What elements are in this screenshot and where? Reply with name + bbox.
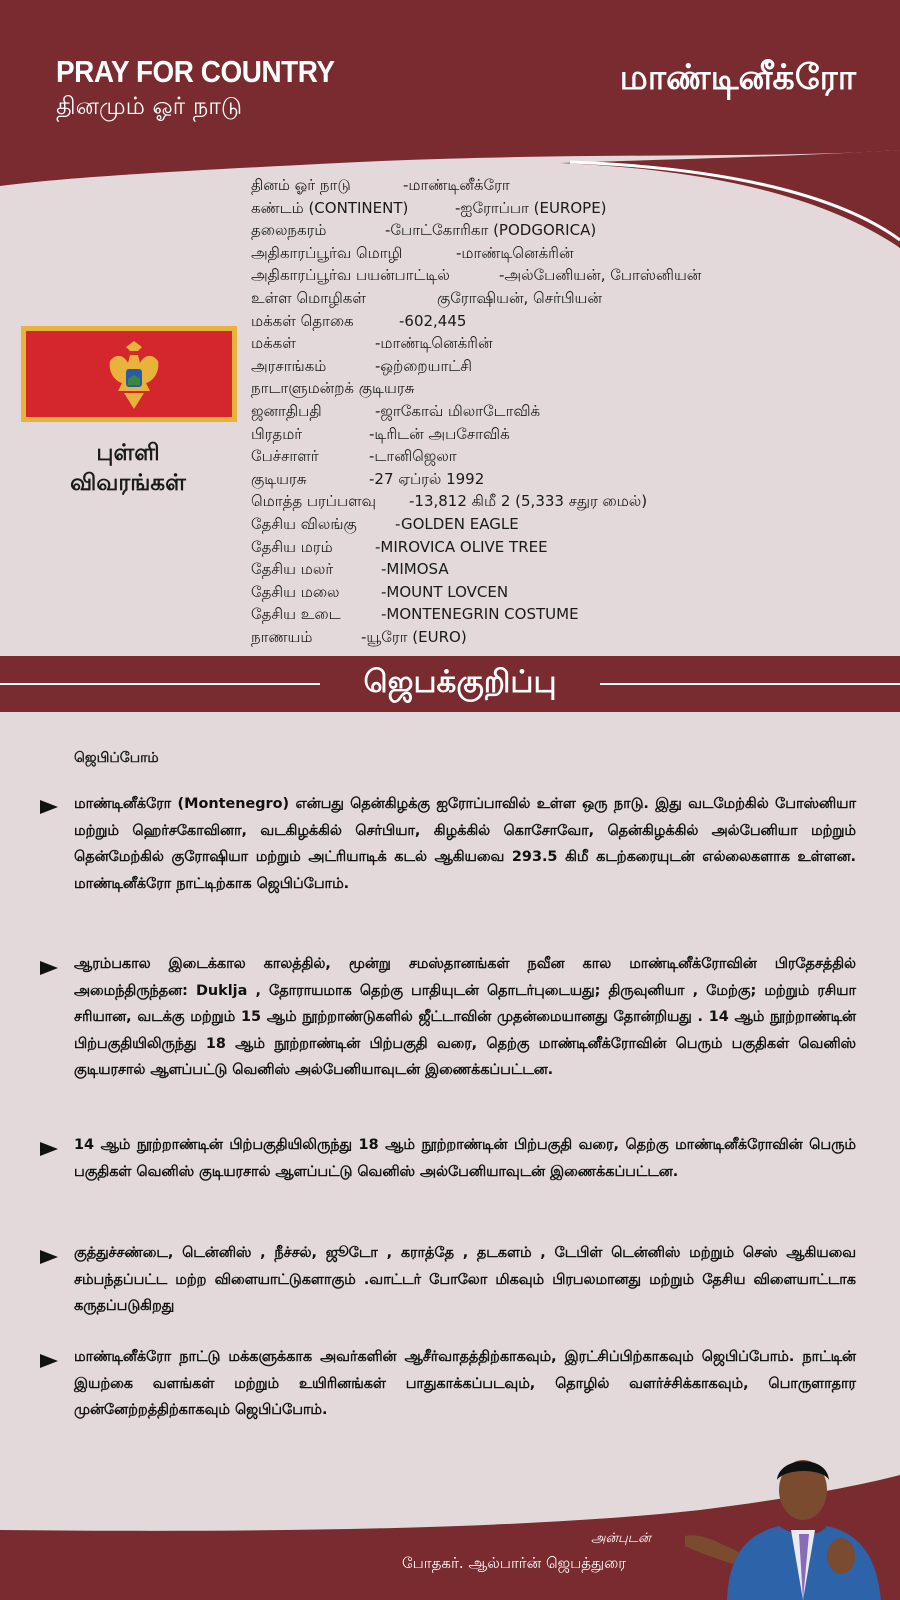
fact-label: அரசாங்கம்: [251, 356, 327, 375]
fact-value: -யூரோ (EURO): [361, 627, 467, 646]
band-divider-left: [0, 683, 320, 685]
fact-value: -MIROVICA OLIVE TREE: [375, 537, 548, 556]
fact-row: [251, 558, 891, 581]
fact-value: -ஜாகோவ் மிலாடோவிக்: [375, 401, 541, 420]
prayer-point: மாண்டினீக்ரோ நாட்டு மக்களுக்காக அவர்களின் ஆசீர்வாதத்திற்காகவும், இரட்சிப்பிற்காகவும் ஜெபிப்போம். நாட்டின் இயற்கை வளங்கள் மற்றும் உயிரினங்கள் பாதுகாக்கப்படவும், தொழில் வளர்ச்சிக்காகவும், பொருளாதார முன்னேற்றத்திற்காகவும் ஜெபிப்போம்.: [74, 1349, 856, 1418]
fact-label: தேசிய விலங்கு: [251, 514, 357, 533]
fact-row: [251, 536, 891, 559]
fact-value: -602,445: [399, 311, 467, 330]
fact-value: -13,812 கிமீ 2 (5,333 சதுர மைல்): [409, 492, 648, 511]
fact-row: [251, 332, 891, 355]
fact-label: குடியரசு: [251, 469, 307, 488]
fact-label: தேசிய உடை: [251, 605, 341, 624]
fact-label: பேச்சாளர்: [251, 447, 319, 466]
fact-label: மொத்த பரப்பளவு: [251, 492, 377, 511]
fact-value: -ஐரோப்பா (EUROPE): [455, 198, 607, 217]
bullet-arrow-icon: [40, 961, 58, 975]
coat-of-arms-icon: [106, 341, 162, 411]
fact-row: [251, 355, 891, 378]
fact-row: [251, 219, 891, 242]
brand-title-english: PRAY FOR COUNTRY: [56, 54, 335, 89]
facts-list: [251, 174, 891, 648]
prayer-point: மாண்டினீக்ரோ (Montenegro) என்பது தென்கிழக்கு ஐரோப்பாவில் உள்ள ஒரு நாடு. இது வடமேற்கில் போஸ்னியா மற்றும் ஹெர்சகோவினா, வடகிழக்கில் செர்பியா, கிழக்கில் கொசோவோ, தென்கிழக்கில் அல்பேனியா மற்றும் தென்மேற்கில் குரோஷியா மற்றும் அட்ரியாடிக் கடல் ஆகியவை 293.5 கிமீ கடற்கரையுடன் எல்லைகளாக உள்ளன. மாண்டினீக்ரோ நாட்டிற்காக ஜெபிப்போம்.: [74, 796, 856, 892]
fact-row: [251, 197, 891, 220]
fact-label: ஜனாதிபதி: [251, 401, 322, 420]
fact-value: -MIMOSA: [381, 560, 449, 579]
fact-value: -MOUNT LOVCEN: [381, 582, 509, 601]
fact-row: [251, 490, 891, 513]
fact-row: [251, 174, 891, 197]
prayer-lead: ஜெபிப்போம்: [74, 750, 159, 766]
fact-row: [251, 445, 891, 468]
fact-label: மக்கள் தொகை: [251, 311, 354, 330]
fact-value: குரோஷியன், செர்பியன்: [437, 288, 602, 307]
fact-label: தினம் ஓர் நாடு: [251, 176, 351, 194]
fact-label: நாடாளுமன்றக் குடியரசு: [251, 379, 415, 398]
fact-row: [251, 400, 891, 423]
fact-value: -டிரிடன் அபசோவிக்: [369, 424, 510, 443]
fact-row: [251, 581, 891, 604]
fact-label: தேசிய மலை: [251, 582, 340, 601]
fact-label: உள்ள மொழிகள்: [251, 288, 366, 307]
prayer-point: ஆரம்பகால இடைக்கால காலத்தில், மூன்று சமஸ்தானங்கள் நவீன கால மாண்டினீக்ரோவின் பிரதேசத்தில் அமைந்திருந்தன: Duklja , தோராயமாக தெற்கு பாதியுடன் தொடர்புடையது; திருவுனியா , மேற்கு; மற்றும் ரசியா சரியான, வடக்கு மற்றும் 15 ஆம் நூற்றாண்டுகளில் ஜீட்டாவின் முதன்மையானது தோன்றியது . 14 ஆம் நூற்றாண்டின் பிற்பகுதியிலிருந்து 18 ஆம் நூற்றாண்டின் பிற்பகுதி வரை, தெற்கு மாண்டினீக்ரோவின் பெரும் பகுதிகள் வெனிஸ் குடியரசால் ஆளப்பட்டு வெனிஸ் அல்பேனியாவுடன் இணைக்கப்பட்டன.: [74, 956, 856, 1078]
stats-title-line-1: புள்ளி: [96, 440, 160, 466]
fact-row: [251, 468, 891, 491]
fact-row: [251, 626, 891, 649]
fact-row: [251, 603, 891, 626]
fact-row: [251, 264, 891, 287]
fact-label: கண்டம் (CONTINENT): [251, 198, 409, 217]
fact-value: -போட்கோரிகா (PODGORICA): [385, 221, 597, 240]
fact-value: -மாண்டினீக்ரோ: [403, 176, 510, 194]
bullet-arrow-icon: [40, 800, 58, 814]
fact-label: அதிகாரப்பூர்வ மொழி: [251, 243, 403, 262]
signature-greeting: அன்புடன்: [591, 1531, 651, 1546]
fact-label: தேசிய மரம்: [251, 537, 333, 556]
fact-value: -27 ஏப்ரல் 1992: [369, 469, 485, 488]
fact-value: -மாண்டினெக்ரின்: [375, 334, 493, 353]
fact-label: நாணயம்: [251, 627, 313, 646]
prayer-section-title: ஜெபக்குறிப்பு: [363, 664, 557, 700]
fact-row: [251, 242, 891, 265]
bullet-arrow-icon: [40, 1354, 58, 1368]
fact-value: -GOLDEN EAGLE: [395, 514, 519, 533]
fact-label: பிரதமர்: [251, 424, 303, 443]
fact-value: -டானிஜெலா: [369, 447, 457, 466]
fact-label: தேசிய மலர்: [251, 560, 334, 579]
pastor-photo: [667, 1434, 887, 1600]
fact-label: அதிகாரப்பூர்வ பயன்பாட்டில்: [251, 266, 450, 285]
fact-label: மக்கள்: [251, 334, 296, 353]
fact-row: [251, 287, 891, 310]
fact-row: [251, 310, 891, 333]
fact-value: -ஒற்றையாட்சி: [375, 356, 472, 375]
fact-value: -மாண்டினெக்ரின்: [456, 243, 574, 262]
bullet-arrow-icon: [40, 1142, 58, 1156]
brand-title-tamil: தினமும் ஓர் நாடு: [56, 92, 243, 120]
country-title: மாண்டினீக்ரோ: [619, 58, 856, 98]
band-divider-right: [600, 683, 900, 685]
signature-name: போதகர். ஆல்பார்ன் ஜெபத்துரை: [402, 1554, 627, 1572]
stats-section-title: [28, 438, 228, 498]
fact-row: [251, 377, 891, 400]
prayer-section-band: [0, 656, 900, 712]
prayer-point: குத்துச்சண்டை, டென்னிஸ் , நீச்சல், ஜூடோ , கராத்தே , தடகளம் , டேபிள் டென்னிஸ் மற்றும் செஸ் ஆகியவை சம்பந்தப்பட்ட மற்ற விளையாட்டுகளாகும் .வாட்டர் போலோ மிகவும் பிரபலமானது மற்றும் தேசிய விளையாட்டாக கருதப்படுகிறது: [74, 1245, 856, 1314]
stats-title-line-2: விவரங்கள்: [70, 470, 186, 496]
prayer-point: 14 ஆம் நூற்றாண்டின் பிற்பகுதியிலிருந்து 18 ஆம் நூற்றாண்டின் பிற்பகுதி வரை, தெற்கு மாண்டினீக்ரோவின் பெரும் பகுதிகள் வெனிஸ் குடியரசால் ஆளப்பட்டு வெனிஸ் அல்பேனியாவுடன் இணைக்கப்பட்டன.: [74, 1137, 856, 1180]
fact-row: [251, 423, 891, 446]
fact-value: -அல்பேனியன், போஸ்னியன்: [499, 266, 702, 285]
fact-value: -MONTENEGRIN COSTUME: [381, 605, 579, 624]
fact-row: [251, 513, 891, 536]
bullet-arrow-icon: [40, 1250, 58, 1264]
fact-label: தலைநகரம்: [251, 221, 327, 240]
montenegro-flag: [21, 326, 237, 422]
